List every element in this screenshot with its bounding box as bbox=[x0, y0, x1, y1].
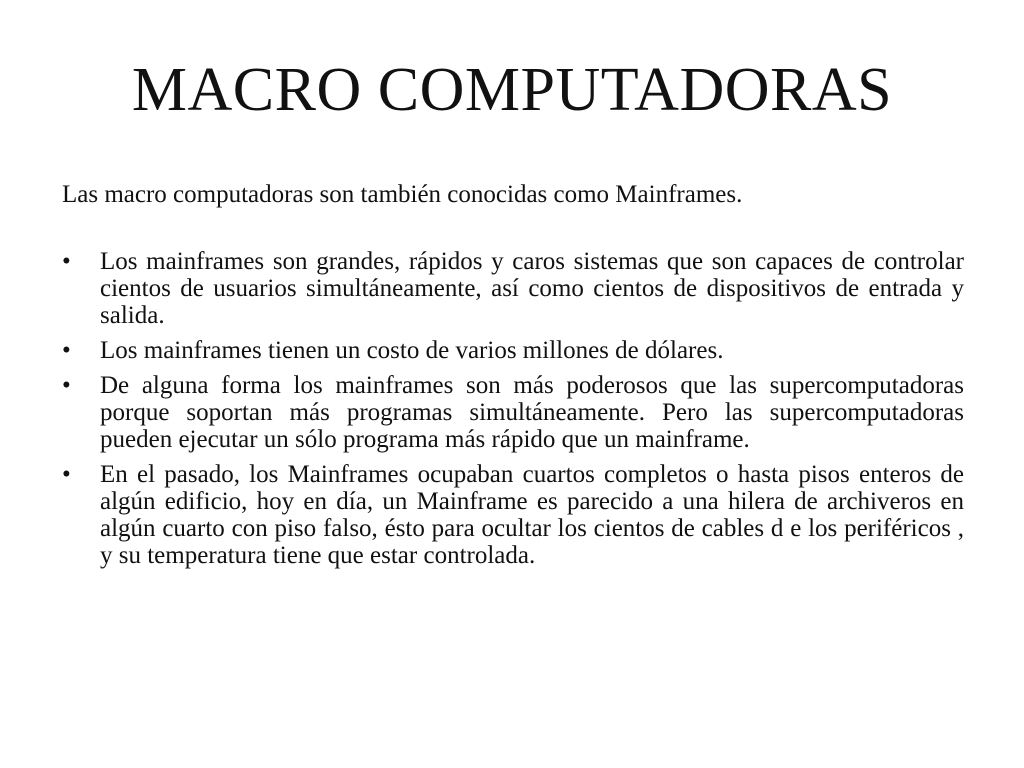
bullet-text: Los mainframes tienen un costo de varios millones de dólares. bbox=[100, 337, 724, 364]
bullet-item bbox=[62, 461, 964, 569]
bullet-item bbox=[62, 372, 964, 453]
bullet-item bbox=[62, 248, 964, 329]
bullet-icon: • bbox=[62, 337, 71, 364]
bullet-icon: • bbox=[62, 461, 71, 488]
intro-text: Las macro computadoras son también conocidas como Mainframes. bbox=[62, 181, 743, 208]
bullet-list bbox=[62, 248, 964, 577]
bullet-text: Los mainframes son grandes, rápidos y caros sistemas que son capaces de controlar cientos de usuarios simultáneamente, así como cientos de dispositivos de entrada y salida. bbox=[100, 248, 964, 329]
slide-title: MACRO COMPUTADORAS bbox=[131, 56, 893, 124]
bullet-item bbox=[62, 337, 964, 364]
bullet-text: En el pasado, los Mainframes ocupaban cuartos completos o hasta pisos enteros de algún edificio, hoy en día, un Mainframe es parecido a una hilera de archiveros en algún cuarto con piso falso, ésto para ocultar los cientos de cables d e los periféricos , y su temperatura tiene que estar controlada. bbox=[100, 461, 964, 569]
bullet-icon: • bbox=[62, 372, 71, 399]
bullet-icon: • bbox=[62, 248, 71, 275]
bullet-text: De alguna forma los mainframes son más poderosos que las supercomputadoras porque soportan más programas simultáneamente. Pero las supercomputadoras pueden ejecutar un sólo programa más rápido que un mainframe. bbox=[100, 372, 964, 453]
